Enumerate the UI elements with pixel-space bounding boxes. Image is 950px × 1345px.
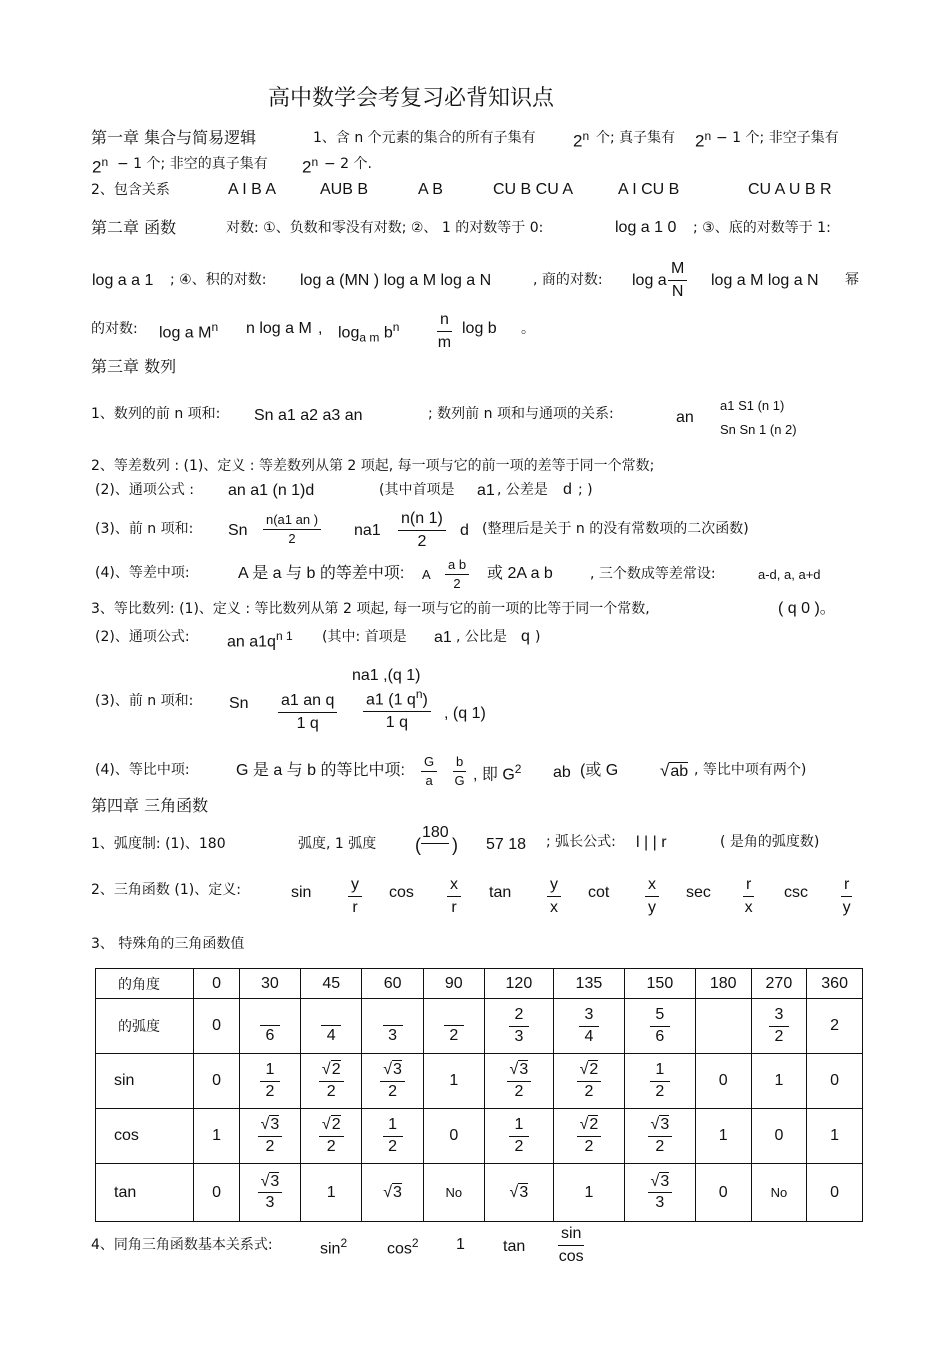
arc-length-note: ( 是角的弧度数)	[720, 834, 820, 850]
ch1-power-2d: 2$^n$	[302, 155, 319, 177]
log-power-formula-1b: n log a M	[246, 320, 312, 337]
tan-cell: 0	[807, 1164, 863, 1222]
tan-cell: √3	[484, 1164, 553, 1222]
row-label-cos: cos	[96, 1109, 194, 1164]
ch1-proper-subset-text: 个; 真子集有	[596, 130, 676, 146]
row-label-tan: tan	[96, 1164, 194, 1222]
geo-mean-ie: , 即 $G^2$	[473, 762, 522, 784]
cos-cell: 0	[751, 1109, 807, 1164]
angle-cell: 120	[484, 969, 553, 999]
arith-sum-fraction-2: n(n 1) 2	[398, 510, 446, 550]
radian-cell: $\frac{5}{6}$	[624, 999, 695, 1054]
sin-cell: $\frac{√2}{2}$	[301, 1054, 362, 1109]
relation-4: CU B CU A	[493, 181, 574, 198]
cos-cell: 1	[807, 1109, 863, 1164]
cos-cell: $\frac{1}{2}$	[362, 1109, 423, 1164]
tan-cell: √3	[362, 1164, 423, 1222]
tan-cell: $\frac{√3}{3}$	[624, 1164, 695, 1222]
log-quotient-text: , 商的对数:	[533, 272, 603, 288]
radian-180: 180	[422, 824, 449, 841]
radian-cell: 6	[239, 999, 300, 1054]
tan-cell: 1	[301, 1164, 362, 1222]
geo-sum-fraction-1: a1 an q 1 q	[278, 692, 337, 732]
comma: ,	[318, 320, 323, 337]
radian-label: 1、弧度制: (1)、180	[91, 836, 226, 852]
tan-label: tan	[489, 884, 512, 901]
arith-mean-terms: a-d, a, a+d	[758, 567, 821, 582]
relation-2: AUB B	[320, 181, 369, 198]
relation-5: A I CU B	[618, 181, 680, 198]
arith-mean-fraction: a b 2	[445, 558, 469, 592]
radian-text: 弧度, 1 弧度	[298, 836, 377, 852]
radian-cell: 0	[194, 999, 239, 1054]
paren-open: (	[415, 835, 421, 855]
log-power-formula-2: $\log_{a m} b^n$	[338, 320, 400, 345]
row-label-radian: 的弧度	[96, 999, 194, 1054]
power-text: 幂	[845, 272, 859, 288]
csc-label: csc	[784, 884, 808, 901]
tan-cell: No	[751, 1164, 807, 1222]
log-product-formula: log a (MN ) log a M log a N	[300, 272, 492, 289]
series-relation-text: ; 数列前 n 项和与通项的关系:	[428, 406, 614, 422]
angle-cell: 270	[751, 969, 807, 999]
sin-cell: 0	[194, 1054, 239, 1109]
ch1-nonempty-text: − 1 个; 非空子集有	[716, 130, 839, 146]
arc-length-label: ; 弧长公式:	[546, 834, 616, 850]
table-row-radian	[96, 999, 863, 1054]
arith-sum-fraction-1: n(a1 an ) 2	[263, 513, 321, 547]
arith-first-term-text: (其中首项是	[379, 482, 455, 498]
cos-cell: 0	[423, 1109, 484, 1164]
chapter-2-heading: 第二章 函数	[91, 218, 177, 237]
sin-cell: $\frac{√3}{2}$	[362, 1054, 423, 1109]
geo-ratio-text: , 公比是	[456, 629, 507, 645]
angle-cell: 180	[695, 969, 751, 999]
radian-cell	[695, 999, 751, 1054]
identity-tan: tan	[503, 1238, 526, 1255]
fraction-x-over-r: x r	[447, 876, 461, 916]
row-label-angle: 的角度	[96, 969, 194, 999]
arc-length-formula: l | | r	[636, 834, 667, 851]
chapter-1-heading: 第一章 集合与简易逻辑	[91, 128, 257, 147]
log-power-formula-2b: log b	[462, 320, 497, 337]
cos-label: cos	[389, 884, 414, 901]
geo-sum-label: (3)、前 n 项和:	[95, 693, 194, 709]
chapter-4-heading: 第四章 三角函数	[91, 796, 209, 815]
arith-general-formula: an a1 (n 1)d	[228, 482, 315, 499]
arith-sum-note: (整理后是关于 n 的没有常数项的二次函数)	[482, 521, 749, 537]
fraction-sin-over-cos: sin cos	[558, 1225, 584, 1265]
geo-general-label: (2)、通项公式:	[95, 629, 190, 645]
log-quotient-rhs: log a M log a N	[711, 272, 819, 289]
geo-sum-case-1: na1 ,(q 1)	[352, 667, 421, 684]
geo-general-formula: an $a1q^{n 1}$	[227, 629, 293, 651]
radian-cell: $\frac{2}{3}$	[484, 999, 553, 1054]
fraction-y-over-x: y x	[547, 876, 561, 916]
sin-cell: 0	[807, 1054, 863, 1109]
tan-cell: 1	[553, 1164, 624, 1222]
geo-sum-fraction-2: a1 (1 $q^n$) 1 q	[363, 688, 431, 732]
geo-close-text: )	[535, 629, 541, 645]
geo-definition: 3、等比数列: (1)、定义 : 等比数列从第 2 项起, 每一项与它的前一项的比等于同一个常数,	[91, 601, 650, 617]
log-power-formula-1: log a $M^n$	[159, 320, 219, 342]
special-angles-label: 3、 特殊角的三角函数值	[91, 936, 245, 952]
table-row-angle	[96, 969, 863, 999]
radian-cell: $\frac{3}{2}$	[751, 999, 807, 1054]
log-quotient-lhs: log a	[632, 272, 667, 289]
cos-cell: $\frac{√2}{2}$	[553, 1109, 624, 1164]
geo-sum-case-2: , (q 1)	[444, 705, 486, 722]
relation-1: A I B A	[228, 181, 277, 198]
fraction-x-over-y: x y	[645, 876, 659, 916]
fraction-n-over-m: n m	[437, 311, 452, 351]
fraction-m-over-n: M N	[668, 260, 687, 300]
radian-cell: $\frac{3}{4}$	[553, 999, 624, 1054]
cos-cell: $\frac{√2}{2}$	[301, 1109, 362, 1164]
row-label-sin: sin	[96, 1054, 194, 1109]
identity-one: 1	[456, 1236, 465, 1253]
period: 。	[521, 321, 535, 337]
angle-cell: 45	[301, 969, 362, 999]
geo-mean-alt: (或 G	[580, 762, 619, 779]
angle-cell: 135	[553, 969, 624, 999]
a1-label: a1	[477, 482, 495, 499]
radian-cell: 4	[301, 999, 362, 1054]
cos-cell: 1	[194, 1109, 239, 1164]
sin-cell: $\frac{√2}{2}$	[553, 1054, 624, 1109]
sin-cell: 0	[695, 1054, 751, 1109]
geo-mean-note: , 等比中项有两个)	[694, 762, 807, 778]
Sn-label: Sn	[228, 522, 248, 539]
geo-mean-label: (4)、等比中项:	[95, 762, 190, 778]
identity-label: 4、同角三角函数基本关系式:	[91, 1237, 273, 1253]
sin-cell: 1	[751, 1054, 807, 1109]
arith-diff-text: , 公差是	[497, 482, 548, 498]
cos-cell: $\frac{√3}{2}$	[624, 1109, 695, 1164]
cos-cell: $\frac{1}{2}$	[484, 1109, 553, 1164]
angle-cell: 30	[239, 969, 300, 999]
angle-cell: 0	[194, 969, 239, 999]
tan-cell: 0	[695, 1164, 751, 1222]
table-row-sin	[96, 1054, 863, 1109]
arith-definition: 2、等差数列 : (1)、定义 : 等差数列从第 2 项起, 每一项与它的前一项的差等于同一个常数;	[91, 458, 655, 474]
radian-cell: 2	[423, 999, 484, 1054]
d-factor: d	[460, 522, 469, 539]
paren-close: )	[452, 835, 458, 855]
geo-q-nonzero: ( q 0 )。	[778, 600, 836, 617]
fraction-G-over-a: G a	[421, 755, 437, 789]
tan-cell: No	[423, 1164, 484, 1222]
radian-cell: 3	[362, 999, 423, 1054]
arith-mean-label: (4)、等差中项:	[95, 565, 190, 581]
sin-cell: $\frac{1}{2}$	[624, 1054, 695, 1109]
ch1-inclusion-label: 2、包含关系	[91, 182, 170, 198]
ch1-power-2c: 2$^n$	[92, 155, 109, 177]
angle-cell: 60	[362, 969, 423, 999]
fraction-r-over-x: r x	[744, 876, 753, 916]
series-sum-text: 1、数列的前 n 项和:	[91, 406, 221, 422]
identity-sin-sq: $\sin^2$	[320, 1236, 348, 1258]
log-base-formula: log a a 1	[92, 272, 154, 289]
radian-value: 57 18	[486, 836, 527, 853]
q-label: q	[521, 628, 530, 645]
identity-cos-sq: $\cos^2$	[387, 1236, 419, 1258]
geo-Sn-label: Sn	[229, 695, 249, 712]
cot-label: cot	[588, 884, 610, 901]
cos-cell: $\frac{√3}{2}$	[239, 1109, 300, 1164]
fraction-b-over-G: b G	[454, 754, 465, 789]
series-sum-formula: Sn a1 a2 a3 an	[254, 407, 363, 424]
log-rules-text: 对数: ①、负数和零没有对数; ②、 1 的对数等于 0:	[226, 220, 544, 236]
fraction-r-over-y: r y	[842, 876, 851, 916]
angle-cell: 90	[423, 969, 484, 999]
piecewise-case-2: Sn Sn 1 (n 2)	[720, 422, 797, 437]
angle-cell: 360	[807, 969, 863, 999]
table-row-cos	[96, 1109, 863, 1164]
d-label: d	[563, 481, 572, 498]
arith-sum-label: (3)、前 n 项和:	[95, 521, 194, 537]
arith-mean-alt: 或 2A a b	[487, 565, 553, 582]
ch1-minus-2-text: − 2 个.	[324, 156, 372, 172]
na1-label: na1	[354, 522, 381, 539]
arith-close-text: ; )	[578, 482, 593, 498]
log-base-text: ; ③、底的对数等于 1:	[693, 220, 831, 236]
sin-label: sin	[291, 884, 312, 901]
fraction-bar	[421, 843, 449, 844]
ch1-power-2b: 2$^n$	[695, 129, 712, 151]
relation-6: CU A U B R	[748, 181, 832, 198]
special-angles-table	[95, 968, 863, 1222]
page-title: 高中数学会考复习必背知识点	[268, 86, 555, 111]
sin-cell: $\frac{√3}{2}$	[484, 1054, 553, 1109]
fraction-y-over-r: y r	[348, 876, 362, 916]
tan-cell: $\frac{√3}{3}$	[239, 1164, 300, 1222]
arith-mean-note: , 三个数成等差常设:	[590, 566, 716, 582]
log-one-formula: log a 1 0	[615, 219, 677, 236]
sin-cell: $\frac{1}{2}$	[239, 1054, 300, 1109]
radian-cell: 2	[807, 999, 863, 1054]
tan-cell: 0	[194, 1164, 239, 1222]
table-row-tan	[96, 1164, 863, 1222]
geo-first-term-text: (其中: 首项是	[322, 629, 407, 645]
piecewise-case-1: a1 S1 (n 1)	[720, 398, 785, 413]
arith-mean-text: A 是 a 与 b 的等差中项:	[238, 565, 405, 582]
arith-general-label: (2)、通项公式 :	[95, 482, 194, 498]
angle-cell: 150	[624, 969, 695, 999]
sec-label: sec	[686, 884, 711, 901]
chapter-3-heading: 第三章 数列	[91, 357, 177, 376]
ch1-nonempty-proper-text: − 1 个; 非空的真子集有	[117, 156, 268, 172]
ab-label: ab	[553, 764, 571, 781]
an-label: an	[676, 409, 694, 426]
A-label: A	[422, 567, 431, 582]
trig-def-label: 2、三角函数 (1)、定义:	[91, 882, 241, 898]
cos-cell: 1	[695, 1109, 751, 1164]
ch1-subset-text: 1、含 n 个元素的集合的所有子集有	[313, 130, 536, 146]
geo-a1-label: a1	[434, 629, 452, 646]
sin-cell: 1	[423, 1054, 484, 1109]
log-power-text: 的对数:	[91, 321, 138, 337]
ch1-power-2: 2$^n$	[573, 129, 590, 151]
geo-mean-text: G 是 a 与 b 的等比中项:	[236, 762, 405, 779]
log-product-text: ; ④、积的对数:	[170, 272, 267, 288]
sqrt-ab: √ab	[660, 761, 689, 780]
relation-3: A B	[418, 181, 443, 198]
